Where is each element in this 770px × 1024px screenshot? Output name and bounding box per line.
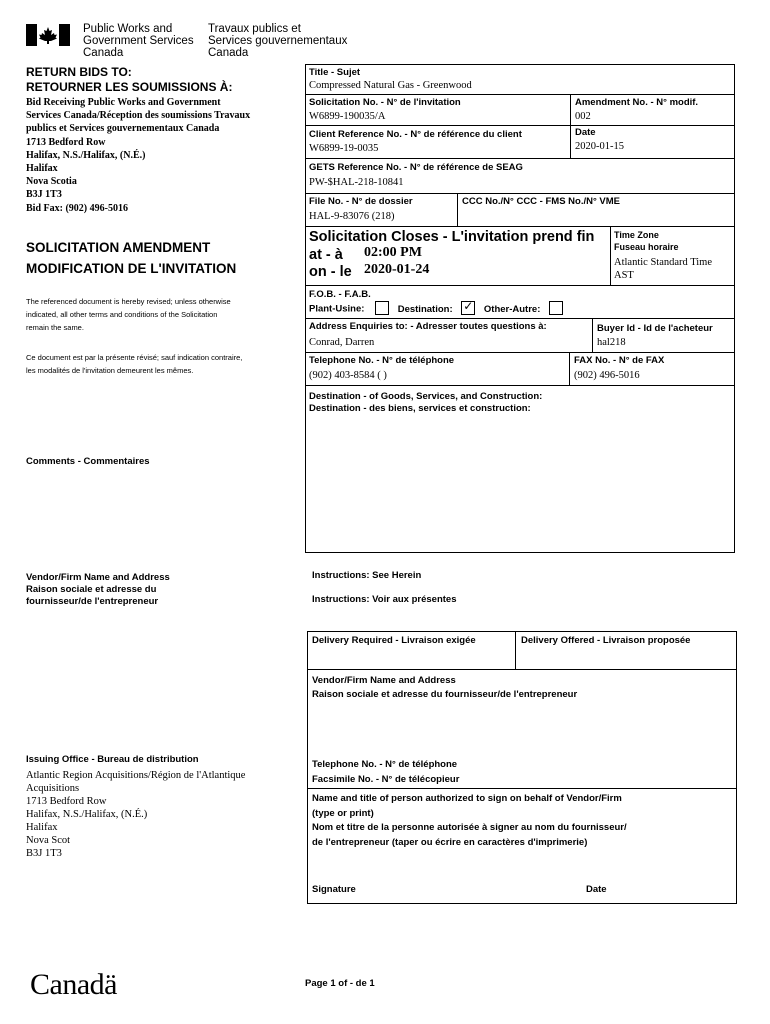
issuing-office-label: Issuing Office - Bureau de distribution bbox=[26, 754, 199, 765]
telephone-label: Telephone No. - N° de téléphone bbox=[309, 355, 455, 366]
client-ref-label: Client Reference No. - N° de référence du client bbox=[309, 129, 522, 140]
gets-ref-value: PW-$HAL-218-10841 bbox=[309, 177, 404, 188]
return-bids-title: RETURN BIDS TO: RETOURNER LES SOUMISSIONS À: bbox=[26, 65, 233, 94]
vendor-name-label: Vendor/Firm Name and Address Raison sociale et adresse du fournisseur/de l'entrepreneur bbox=[312, 675, 578, 700]
delivery-required-label: Delivery Required - Livraison exigée bbox=[312, 635, 476, 646]
date-value: 2020-01-15 bbox=[575, 141, 624, 152]
other-checkbox[interactable] bbox=[549, 301, 563, 315]
at-label: at - à bbox=[309, 247, 343, 263]
time-zone-label: Time Zone Fuseau horaire bbox=[614, 230, 679, 252]
closing-time-value: 02:00 PM bbox=[364, 245, 422, 260]
vendor-telephone-label: Telephone No. - N° de téléphone bbox=[312, 759, 458, 770]
solicitation-no-label: Solicitation No. - N° de l'invitation bbox=[309, 97, 461, 108]
gets-ref-label: GETS Reference No. - N° de référence de SEAG bbox=[309, 162, 523, 173]
telephone-value: (902) 403-8584 ( ) bbox=[309, 370, 387, 381]
amendment-no-label: Amendment No. - N° modif. bbox=[575, 97, 699, 108]
amendment-title: SOLICITATION AMENDMENT MODIFICATION DE L'INVITATION bbox=[26, 240, 237, 276]
page-number: Page 1 of - de 1 bbox=[305, 978, 375, 989]
fax-value: (902) 496-5016 bbox=[574, 370, 640, 381]
instructions-fr: Instructions: Voir aux présentes bbox=[312, 594, 457, 605]
return-bids-address: Bid Receiving Public Works and Government Services Canada/Réception des soumissions Travaux publics et Services gouvernementaux Canada 1713 Bedford Row Halifax, N.S./Halifax, (N.É.) Halifax Nova Scotia B3J 1T3 Bid Fax: (902) 496-5016 bbox=[26, 97, 251, 214]
client-ref-value: W6899-19-0035 bbox=[309, 143, 379, 154]
gov-name-fr: Travaux publics et Services gouvernementaux Canada bbox=[208, 23, 348, 59]
fob-label: F.O.B. - F.A.B. bbox=[309, 289, 371, 300]
address-enquiries-label: Address Enquiries to: - Adresser toutes questions à: bbox=[309, 321, 547, 332]
fob-options: Plant-Usine: Destination: ✓ Other-Autre: bbox=[309, 302, 563, 316]
comments-label: Comments - Commentaires bbox=[26, 456, 150, 467]
destination-checkbox[interactable] bbox=[461, 301, 475, 315]
buyer-id-label: Buyer Id - Id de l'acheteur bbox=[597, 323, 713, 334]
signature-date-label: Date bbox=[586, 884, 607, 895]
delivery-offered-label: Delivery Offered - Livraison proposée bbox=[521, 635, 691, 646]
plant-checkbox[interactable] bbox=[375, 301, 389, 315]
on-label: on - le bbox=[309, 264, 352, 280]
fax-label: FAX No. - N° de FAX bbox=[574, 355, 665, 366]
closes-label: Solicitation Closes - L'invitation prend fin bbox=[309, 229, 595, 245]
amendment-text-en: The referenced document is hereby revised; unless otherwise indicated, all other terms and conditions of the Solicitation remain the same. bbox=[26, 297, 231, 332]
destination-goods-label: Destination - of Goods, Services, and Construction: Destination - des biens, services et construction: bbox=[309, 391, 543, 414]
checkmark-icon: ✓ bbox=[463, 299, 474, 313]
vendor-left-label: Vendor/Firm Name and Address Raison sociale et adresse du fournisseur/de l'entrepreneur bbox=[26, 572, 170, 607]
title-value: Compressed Natural Gas - Greenwood bbox=[309, 80, 472, 91]
date-label: Date bbox=[575, 127, 596, 138]
file-no-value: HAL-9-83076 (218) bbox=[309, 211, 395, 222]
signature-label: Signature bbox=[312, 884, 356, 895]
vendor-facsimile-label: Facsimile No. - N° de télécopieur bbox=[312, 774, 460, 785]
amendment-text-fr: Ce document est par la présente révisé; sauf indication contraire, les modalités de l'invitation demeurent les mêmes. bbox=[26, 353, 243, 375]
instructions-en: Instructions: See Herein bbox=[312, 570, 422, 581]
buyer-id-value: hal218 bbox=[597, 337, 626, 348]
title-label: Title - Sujet bbox=[309, 67, 361, 78]
issuing-office-address: Atlantic Region Acquisitions/Région de l'Atlantique Acquisitions 1713 Bedford Row Halifax, N.S./Halifax, (N.É.) Halifax Nova Scot B3J 1T3 bbox=[26, 770, 246, 859]
canada-wordmark: Canadä bbox=[30, 968, 117, 1001]
authorized-person-label: Name and title of person authorized to sign on behalf of Vendor/Firm (type or print) Nom et titre de la personne autorisée à signer au nom du fournisseur/ de l'entrepreneur (taper ou écrire en caractères d'imprimerie) bbox=[312, 793, 627, 848]
file-no-label: File No. - N° de dossier bbox=[309, 196, 413, 207]
time-zone-value: Atlantic Standard Time AST bbox=[614, 257, 712, 281]
amendment-no-value: 002 bbox=[575, 111, 591, 122]
gov-name-en: Public Works and Government Services Canada bbox=[83, 23, 194, 59]
canada-flag-logo bbox=[26, 24, 70, 46]
closing-date-value: 2020-01-24 bbox=[364, 262, 430, 277]
address-enquiries-value: Conrad, Darren bbox=[309, 337, 375, 348]
ccc-no-label: CCC No./N° CCC - FMS No./N° VME bbox=[462, 196, 621, 207]
solicitation-no-value: W6899-190035/A bbox=[309, 111, 386, 122]
